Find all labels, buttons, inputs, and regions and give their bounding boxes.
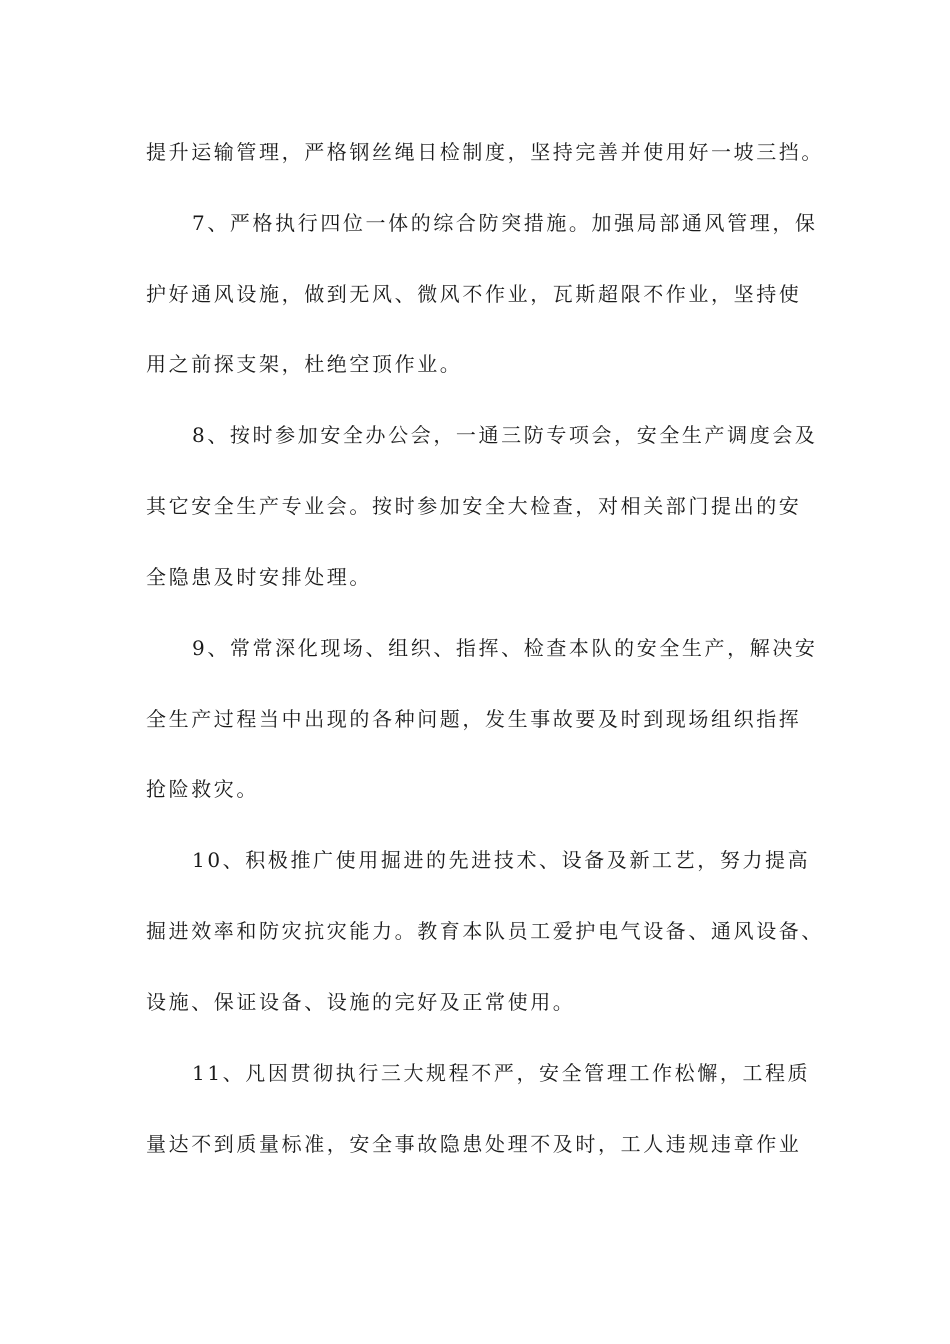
text-line: 全生产过程当中出现的各种问题，发生事故要及时到现场组织指挥 bbox=[146, 707, 802, 731]
text-line: 抢险救灾。 bbox=[146, 777, 259, 801]
paragraph-11-start: 11、凡因贯彻执行三大规程不严，安全管理工作松懈，工程质 bbox=[192, 1061, 811, 1085]
text-line: 其它安全生产专业会。按时参加安全大检查，对相关部门提出的安 bbox=[146, 494, 802, 518]
text-line: 用之前探支架，杜绝空顶作业。 bbox=[146, 352, 463, 376]
text-line: 量达不到质量标准，安全事故隐患处理不及时，工人违规违章作业 bbox=[146, 1132, 802, 1156]
paragraph-10-start: 10、积极推广使用掘进的先进技术、设备及新工艺，努力提高 bbox=[192, 848, 811, 872]
text-line: 设施、保证设备、设施的完好及正常使用。 bbox=[146, 990, 576, 1014]
text-line: 提升运输管理，严格钢丝绳日检制度，坚持完善并使用好一坡三挡。 bbox=[146, 140, 824, 164]
paragraph-7-start: 7、严格执行四位一体的综合防突措施。加强局部通风管理，保 bbox=[192, 211, 818, 235]
text-line: 掘进效率和防灾抗灾能力。教育本队员工爱护电气设备、通风设备、 bbox=[146, 919, 824, 943]
text-line: 全隐患及时安排处理。 bbox=[146, 565, 372, 589]
paragraph-9-start: 9、常常深化现场、组织、指挥、检查本队的安全生产，解决安 bbox=[192, 636, 818, 660]
text-line: 护好通风设施，做到无风、微风不作业，瓦斯超限不作业，坚持使 bbox=[146, 282, 802, 306]
paragraph-8-start: 8、按时参加安全办公会，一通三防专项会，安全生产调度会及 bbox=[192, 423, 818, 447]
